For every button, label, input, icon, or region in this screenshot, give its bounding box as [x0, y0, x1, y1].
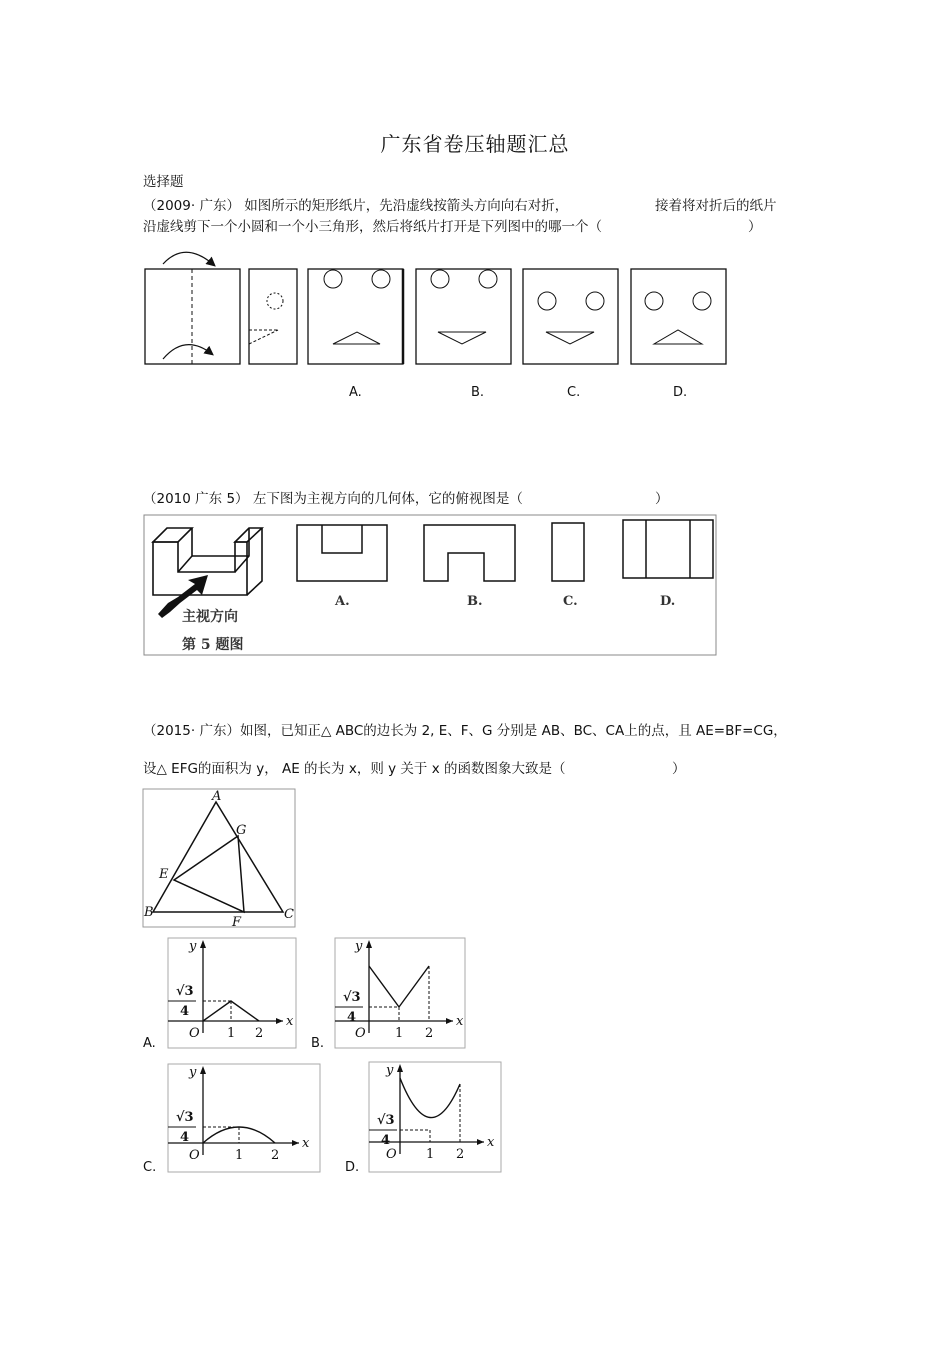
- q1-option-a: A.: [349, 385, 362, 400]
- figure-caption: 第 5 题图: [182, 637, 244, 653]
- svg-text:x: x: [302, 1136, 310, 1151]
- section-heading: 选择题: [143, 174, 184, 190]
- label-a: A: [212, 789, 222, 804]
- q1-line1b: 接着将对折后的纸片: [655, 198, 777, 214]
- q3-line1: （2015· 广东）如图，已知正△ ABC的边长为 2, E、F、G 分别是 AB、BC、CA上的点，且 AE=BF=CG，: [143, 723, 787, 739]
- svg-text:O: O: [189, 1148, 200, 1163]
- graph-b: [335, 938, 465, 1048]
- q1-option-b: B.: [471, 385, 485, 400]
- svg-text:x: x: [456, 1014, 464, 1029]
- label-f: F: [232, 915, 242, 930]
- svg-text:4: 4: [180, 1130, 190, 1145]
- q3-line2-end: ）: [672, 761, 686, 777]
- q2-text-end: ）: [655, 491, 669, 507]
- label-e: E: [159, 867, 169, 882]
- q1-option-d: D.: [673, 385, 688, 400]
- graph-a: [168, 938, 296, 1048]
- svg-text:√3: √3: [377, 1113, 395, 1128]
- svg-text:O: O: [189, 1026, 200, 1041]
- svg-text:2: 2: [425, 1026, 434, 1041]
- graph-d: [369, 1062, 501, 1172]
- svg-text:1: 1: [395, 1026, 404, 1041]
- svg-text:1: 1: [227, 1026, 236, 1041]
- svg-text:2: 2: [456, 1147, 465, 1162]
- svg-text:y: y: [189, 939, 197, 954]
- label-g: G: [236, 823, 247, 838]
- q3-option-c: C.: [143, 1160, 157, 1175]
- svg-text:4: 4: [347, 1010, 357, 1025]
- svg-text:1: 1: [235, 1148, 244, 1163]
- q1-line2: 沿虚线剪下一个小圆和一个小三角形，然后将纸片打开是下列图中的哪一个（: [143, 219, 602, 235]
- q1-option-c: C.: [567, 385, 581, 400]
- curve-d: [400, 1078, 460, 1118]
- q3-line2: 设△ EFG的面积为 y， AE 的长为 x，则 y 关于 x 的函数图象大致是（: [143, 761, 566, 777]
- q1-line2-end: ）: [748, 219, 762, 235]
- svg-text:x: x: [487, 1135, 495, 1150]
- svg-text:O: O: [355, 1026, 366, 1041]
- q2-option-c: C.: [563, 594, 578, 609]
- q1-line1a: （2009· 广东） 如图所示的矩形纸片，先沿虚线按箭头方向向右对折，: [143, 198, 569, 214]
- svg-text:y: y: [189, 1065, 197, 1080]
- svg-text:1: 1: [426, 1147, 435, 1162]
- label-c: C: [284, 907, 294, 922]
- q3-option-d: D.: [345, 1160, 360, 1175]
- q2-text: （2010 广东 5） 左下图为主视方向的几何体，它的俯视图是（: [143, 491, 523, 507]
- view-direction-label: 主视方向: [182, 609, 238, 625]
- svg-text:2: 2: [255, 1026, 264, 1041]
- svg-text:4: 4: [381, 1133, 391, 1148]
- q3-option-b: B.: [311, 1036, 325, 1051]
- page-title: 广东省卷压轴题汇总: [380, 132, 570, 156]
- svg-text:√3: √3: [343, 990, 361, 1005]
- curve-b: [369, 966, 429, 1007]
- q3-option-a: A.: [143, 1036, 156, 1051]
- svg-text:√3: √3: [176, 1110, 194, 1125]
- q2-option-d: D.: [660, 594, 676, 609]
- svg-text:y: y: [386, 1063, 394, 1078]
- graph-c: [168, 1064, 320, 1172]
- svg-text:O: O: [386, 1147, 397, 1162]
- svg-text:y: y: [355, 939, 363, 954]
- q2-option-a: A.: [335, 594, 350, 609]
- label-b: B: [144, 905, 154, 920]
- svg-text:x: x: [286, 1014, 294, 1029]
- svg-text:√3: √3: [176, 984, 194, 999]
- svg-text:4: 4: [180, 1004, 190, 1019]
- svg-text:2: 2: [271, 1148, 280, 1163]
- q2-option-b: B.: [467, 594, 483, 609]
